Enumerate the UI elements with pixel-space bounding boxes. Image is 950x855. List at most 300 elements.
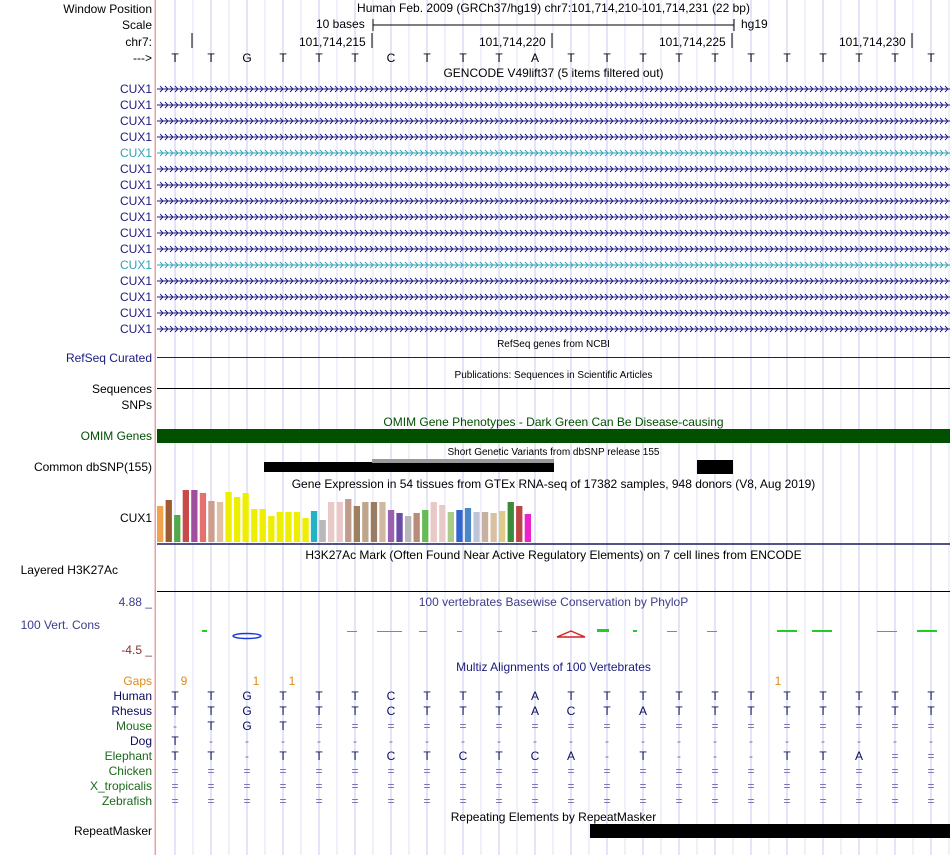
gencode-track-title[interactable]: GENCODE V49lift37 (5 items filtered out): [443, 66, 664, 80]
phylop-conservation-plot[interactable]: [157, 620, 950, 644]
refseq-track-label[interactable]: RefSeq Curated: [65, 351, 152, 365]
refseq-gene-line[interactable]: [157, 357, 950, 358]
gtex-tissue-bar: [482, 512, 488, 542]
alignment-base: =: [927, 764, 935, 778]
assembly-position-text: Human Feb. 2009 (GRCh37/hg19) chr7:101,714,210-101,714,231 (22 bp): [357, 1, 750, 15]
sequence-base: T: [603, 51, 611, 65]
gencode-gene-label[interactable]: CUX1: [119, 146, 152, 160]
alignment-base: T: [819, 704, 827, 718]
gtex-tissue-bar: [379, 502, 385, 542]
alignment-base: =: [819, 719, 827, 733]
alignment-base: T: [891, 704, 899, 718]
alignment-base: T: [819, 749, 827, 763]
alignment-base: -: [317, 734, 321, 748]
alignment-base: =: [603, 719, 611, 733]
gencode-gene-label[interactable]: CUX1: [119, 130, 152, 144]
alignment-base: -: [677, 749, 681, 763]
gtex-tissue-bar: [166, 500, 172, 542]
gencode-gene-feature[interactable]: [157, 308, 950, 318]
gtex-tissue-bar: [448, 512, 454, 542]
phylop-score-mark: [812, 630, 832, 632]
alignment-base: =: [351, 779, 359, 793]
gencode-gene-label[interactable]: CUX1: [119, 162, 152, 176]
sequence-base: T: [927, 51, 935, 65]
gencode-gene-feature[interactable]: [157, 292, 950, 302]
alignment-base: C: [458, 749, 468, 763]
alignment-base: =: [819, 794, 827, 808]
alignment-base: T: [747, 689, 755, 703]
dbsnp-variant-bar[interactable]: [697, 460, 733, 474]
alignment-base: -: [785, 734, 789, 748]
publications-track-label[interactable]: Sequences: [91, 382, 152, 396]
repeatmasker-track-title[interactable]: Repeating Elements by RepeatMasker: [450, 810, 657, 824]
gap-count: 1: [252, 674, 260, 688]
alignment-base: -: [713, 749, 717, 763]
gaps-label: Gaps: [123, 674, 152, 688]
gtex-tissue-bar: [268, 516, 274, 542]
alignment-base: -: [749, 749, 753, 763]
alignment-base: =: [855, 764, 863, 778]
repeatmasker-element-bar[interactable]: [590, 824, 950, 838]
alignment-base: G: [242, 704, 252, 718]
phylop-score-mark: [377, 631, 402, 632]
gtex-tissue-bar: [157, 506, 163, 542]
alignment-base: T: [315, 689, 323, 703]
alignment-base: T: [819, 689, 827, 703]
alignment-base: =: [459, 764, 467, 778]
gencode-gene-feature[interactable]: [157, 228, 950, 238]
alignment-base: =: [279, 764, 287, 778]
alignment-base: -: [929, 734, 933, 748]
alignment-base: =: [675, 764, 683, 778]
alignment-base: =: [891, 749, 899, 763]
scale-label: Scale: [121, 18, 152, 32]
gencode-gene-feature[interactable]: [157, 244, 950, 254]
sequence-base: T: [639, 51, 647, 65]
alignment-base: =: [171, 794, 179, 808]
gtex-tissue-bar: [371, 502, 377, 542]
phylop-score-mark: [917, 630, 937, 632]
alignment-base: =: [891, 794, 899, 808]
alignment-base: =: [387, 794, 395, 808]
alignment-base: =: [387, 719, 395, 733]
alignment-base: C: [530, 749, 540, 763]
ruler-position-1: 101,714,215: [299, 35, 366, 49]
h3k27ac-track-title[interactable]: H3K27Ac Mark (Often Found Near Active Regulatory Elements) on 7 cell lines from ENCODE: [305, 548, 802, 562]
alignment-base: -: [641, 734, 645, 748]
gencode-gene-label[interactable]: CUX1: [119, 322, 152, 336]
alignment-base: =: [603, 794, 611, 808]
alignment-base: =: [711, 719, 719, 733]
alignment-base: T: [171, 689, 179, 703]
alignment-base: =: [279, 794, 287, 808]
alignment-base: =: [531, 779, 539, 793]
alignment-base: =: [495, 764, 503, 778]
refseq-track-title[interactable]: RefSeq genes from NCBI: [497, 339, 610, 350]
gencode-gene-label[interactable]: CUX1: [119, 258, 152, 272]
alignment-base: =: [675, 779, 683, 793]
alignment-base: T: [639, 689, 647, 703]
phylop-score-mark: [877, 631, 897, 632]
alignment-base: =: [603, 779, 611, 793]
gtex-tissue-bar: [362, 502, 368, 542]
alignment-base: C: [386, 689, 396, 703]
gencode-gene-label[interactable]: CUX1: [119, 306, 152, 320]
alignment-base: =: [315, 794, 323, 808]
alignment-base: T: [675, 704, 683, 718]
multiz-track-title[interactable]: Multiz Alignments of 100 Vertebrates: [456, 660, 651, 674]
sequence-base: A: [530, 51, 539, 65]
gtex-tissue-bar: [499, 511, 505, 542]
gtex-tissue-bar: [414, 513, 420, 542]
sequence-base: T: [711, 51, 719, 65]
gtex-tissue-bar: [431, 502, 437, 542]
alignment-base: T: [171, 734, 179, 748]
gtex-tissue-bar: [388, 510, 394, 542]
alignment-base: -: [209, 734, 213, 748]
gencode-gene-label[interactable]: CUX1: [119, 114, 152, 128]
gtex-tissue-bar: [302, 518, 308, 542]
alignment-base: T: [783, 749, 791, 763]
sequence-base: T: [207, 51, 215, 65]
alignment-base: T: [279, 704, 287, 718]
alignment-base: A: [530, 704, 539, 718]
alignment-base: -: [389, 734, 393, 748]
repeatmasker-track-label[interactable]: RepeatMasker: [73, 824, 152, 838]
scale-text: 10 bases: [316, 17, 365, 31]
alignment-base: =: [711, 794, 719, 808]
phylop-score-mark: [633, 630, 637, 632]
ruler-position-2: 101,714,220: [479, 35, 546, 49]
alignment-base: T: [207, 719, 215, 733]
alignment-base: -: [605, 749, 609, 763]
alignment-base: T: [207, 704, 215, 718]
phylop-track-label[interactable]: 100 Vert. Cons: [20, 618, 100, 632]
alignment-base: =: [459, 794, 467, 808]
gencode-gene-feature[interactable]: [157, 116, 950, 126]
publications-line[interactable]: [157, 388, 950, 389]
dbsnp-variant-bar[interactable]: [264, 462, 554, 472]
gtex-tissue-bar: [508, 502, 514, 542]
gencode-gene-label[interactable]: CUX1: [119, 290, 152, 304]
alignment-base: -: [821, 734, 825, 748]
alignment-base: =: [675, 719, 683, 733]
gtex-tissue-bar: [439, 505, 445, 542]
gencode-gene-label[interactable]: CUX1: [119, 226, 152, 240]
alignment-base: =: [783, 779, 791, 793]
gap-count: 1: [288, 674, 296, 688]
gtex-tissue-bar: [354, 506, 360, 542]
alignment-base: -: [281, 734, 285, 748]
alignment-base: T: [639, 749, 647, 763]
gencode-gene-label[interactable]: CUX1: [119, 242, 152, 256]
alignment-base: =: [459, 719, 467, 733]
alignment-base: -: [497, 734, 501, 748]
alignment-base: T: [279, 749, 287, 763]
alignment-base: =: [783, 794, 791, 808]
gtex-tissue-bar: [491, 513, 497, 542]
alignment-base: =: [567, 719, 575, 733]
sequence-base: T: [783, 51, 791, 65]
gtex-tissue-bar: [285, 512, 291, 542]
sequence-base: T: [171, 51, 179, 65]
gtex-tissue-bar: [328, 502, 334, 542]
phylop-score-mark: [707, 631, 717, 632]
alignment-base: =: [711, 764, 719, 778]
gencode-gene-feature[interactable]: [157, 180, 950, 190]
alignment-base: =: [387, 779, 395, 793]
alignment-base: -: [749, 734, 753, 748]
alignment-base: =: [711, 779, 719, 793]
multiz-species-label[interactable]: Elephant: [104, 749, 152, 763]
alignment-base: =: [243, 794, 251, 808]
gtex-tissue-bar: [473, 512, 479, 542]
alignment-base: =: [423, 779, 431, 793]
phylop-score-mark: [202, 630, 207, 632]
dbsnp-variant-bar-upper[interactable]: [372, 459, 554, 463]
gencode-gene-label[interactable]: CUX1: [119, 178, 152, 192]
alignment-base: =: [567, 794, 575, 808]
gencode-gene-label[interactable]: CUX1: [119, 210, 152, 224]
sequence-base: T: [351, 51, 359, 65]
alignment-base: T: [171, 704, 179, 718]
alignment-base: =: [171, 779, 179, 793]
alignment-base: =: [639, 779, 647, 793]
gtex-tissue-bar: [225, 492, 231, 542]
alignment-base: =: [891, 764, 899, 778]
gtex-tissue-bar: [320, 520, 326, 542]
gencode-gene-feature[interactable]: [157, 212, 950, 222]
alignment-base: =: [639, 794, 647, 808]
phylop-score-mark: [777, 630, 797, 632]
alignment-base: T: [171, 749, 179, 763]
gencode-gene-feature[interactable]: [157, 84, 950, 94]
dbsnp-track-title[interactable]: Short Genetic Variants from dbSNP release 155: [447, 447, 660, 458]
sequence-base: T: [459, 51, 467, 65]
alignment-base: T: [567, 689, 575, 703]
multiz-species-label[interactable]: Human: [113, 689, 152, 703]
alignment-base: =: [675, 794, 683, 808]
h3k27ac-baseline: [157, 591, 950, 592]
alignment-base: =: [891, 719, 899, 733]
gtex-tissue-bar: [396, 513, 402, 542]
gencode-gene-feature[interactable]: [157, 324, 950, 334]
gencode-gene-feature[interactable]: [157, 164, 950, 174]
alignment-base: T: [495, 689, 503, 703]
phylop-track-title[interactable]: 100 vertebrates Basewise Conservation by PhyloP: [418, 595, 689, 609]
omim-gene-bar[interactable]: [157, 429, 950, 443]
phylop-score-mark: [457, 631, 462, 632]
window-position-label: Window Position: [63, 2, 152, 16]
chrom-label: chr7:: [125, 35, 152, 49]
sequence-base: T: [747, 51, 755, 65]
alignment-base: =: [243, 779, 251, 793]
gtex-tissue-bar: [311, 511, 317, 542]
alignment-base: =: [531, 719, 539, 733]
alignment-base: =: [927, 794, 935, 808]
gtex-tissue-bar: [191, 490, 197, 542]
phylop-blue-glyph: [233, 634, 261, 639]
alignment-base: -: [245, 749, 249, 763]
gencode-gene-feature[interactable]: [157, 100, 950, 110]
gencode-gene-label[interactable]: CUX1: [119, 82, 152, 96]
multiz-species-label[interactable]: Chicken: [108, 764, 152, 778]
alignment-base: T: [675, 689, 683, 703]
alignment-base: =: [567, 779, 575, 793]
alignment-base: =: [927, 779, 935, 793]
alignment-base: T: [279, 689, 287, 703]
alignment-base: T: [315, 704, 323, 718]
alignment-base: =: [207, 794, 215, 808]
gtex-tissue-bar: [337, 502, 343, 542]
phylop-score-mark: [497, 631, 502, 632]
alignment-base: =: [351, 719, 359, 733]
alignment-base: A: [854, 749, 863, 763]
alignment-base: -: [353, 734, 357, 748]
alignment-base: C: [566, 704, 576, 718]
gencode-gene-label[interactable]: CUX1: [119, 274, 152, 288]
sequence-base: T: [675, 51, 683, 65]
alignment-base: =: [747, 719, 755, 733]
alignment-base: G: [242, 689, 252, 703]
alignment-base: =: [459, 779, 467, 793]
gencode-gene-label[interactable]: CUX1: [119, 194, 152, 208]
alignment-base: =: [531, 794, 539, 808]
alignment-base: =: [603, 764, 611, 778]
gtex-tissue-bar: [200, 493, 206, 542]
alignment-base: =: [927, 719, 935, 733]
db-label: hg19: [741, 17, 768, 31]
alignment-base: G: [242, 719, 252, 733]
gencode-gene-feature[interactable]: [157, 276, 950, 286]
alignment-base: =: [495, 794, 503, 808]
alignment-base: =: [783, 719, 791, 733]
alignment-base: =: [495, 719, 503, 733]
alignment-base: T: [207, 689, 215, 703]
gtex-tissue-bar: [260, 509, 266, 542]
gap-count: 1: [774, 674, 782, 688]
sequence-base: T: [279, 51, 287, 65]
alignment-base: =: [531, 764, 539, 778]
multiz-species-label[interactable]: Rhesus: [111, 704, 152, 718]
gencode-gene-feature[interactable]: [157, 148, 950, 158]
gtex-tissue-bar: [217, 502, 223, 542]
alignment-base: -: [425, 734, 429, 748]
gencode-gene-feature[interactable]: [157, 260, 950, 270]
alignment-base: T: [927, 704, 935, 718]
alignment-base: =: [639, 719, 647, 733]
sequence-base: T: [855, 51, 863, 65]
sequence-base: T: [495, 51, 503, 65]
alignment-base: T: [423, 689, 431, 703]
alignment-base: T: [495, 704, 503, 718]
multiz-species-label[interactable]: Mouse: [115, 719, 152, 733]
alignment-base: =: [279, 779, 287, 793]
gencode-gene-feature[interactable]: [157, 196, 950, 206]
gap-count: 9: [180, 674, 188, 688]
alignment-base: T: [711, 704, 719, 718]
alignment-base: T: [459, 704, 467, 718]
sequence-base: T: [567, 51, 575, 65]
base-ruler: [157, 31, 950, 49]
gtex-tissue-bar: [251, 509, 257, 542]
alignment-base: =: [783, 764, 791, 778]
gtex-tissue-bar: [465, 508, 471, 542]
alignment-base: T: [315, 749, 323, 763]
alignment-base: =: [855, 779, 863, 793]
gtex-track-label[interactable]: CUX1: [119, 511, 152, 525]
alignment-base: =: [315, 764, 323, 778]
dbsnp-track-label[interactable]: Common dbSNP(155): [33, 460, 152, 474]
sequence-base: T: [315, 51, 323, 65]
alignment-base: =: [819, 779, 827, 793]
alignment-base: -: [461, 734, 465, 748]
alignment-base: -: [893, 734, 897, 748]
gencode-gene-feature[interactable]: [157, 132, 950, 142]
gtex-track-title[interactable]: Gene Expression in 54 tissues from GTEx RNA-seq of 17382 samples, 948 donors (V8, Aug 2019): [291, 477, 816, 491]
alignment-base: =: [855, 719, 863, 733]
gtex-tissue-bar: [208, 501, 214, 542]
alignment-base: =: [927, 749, 935, 763]
alignment-base: T: [423, 749, 431, 763]
multiz-species-label[interactable]: Dog: [129, 734, 152, 748]
alignment-base: =: [207, 764, 215, 778]
gencode-gene-label[interactable]: CUX1: [119, 98, 152, 112]
publications-track-title[interactable]: Publications: Sequences in Scientific Articles: [454, 370, 653, 381]
h3k27ac-track-label[interactable]: Layered H3K27Ac: [20, 563, 118, 577]
phylop-score-mark: [419, 631, 427, 632]
alignment-base: T: [351, 704, 359, 718]
alignment-base: =: [315, 779, 323, 793]
alignment-base: =: [855, 794, 863, 808]
alignment-base: -: [569, 734, 573, 748]
gtex-tissue-bar: [243, 493, 249, 542]
gtex-tissue-bar: [174, 515, 180, 542]
alignment-base: -: [857, 734, 861, 748]
sequence-base: G: [242, 51, 252, 65]
multiz-species-label[interactable]: Zebrafish: [101, 794, 152, 808]
ruler-position-4: 101,714,230: [839, 35, 906, 49]
alignment-base: =: [495, 779, 503, 793]
phylop-score-mark: [347, 631, 357, 632]
alignment-base: =: [819, 764, 827, 778]
alignment-base: =: [171, 764, 179, 778]
alignment-base: A: [566, 749, 575, 763]
label-track-divider: [155, 0, 156, 855]
gtex-tissue-bar: [277, 512, 283, 542]
multiz-species-label[interactable]: X_tropicalis: [89, 779, 152, 793]
gtex-expression-chart[interactable]: [157, 490, 950, 546]
alignment-base: T: [855, 704, 863, 718]
omim-track-label[interactable]: OMIM Genes: [80, 429, 152, 443]
alignment-base: T: [855, 689, 863, 703]
alignment-base: =: [351, 794, 359, 808]
omim-track-title[interactable]: OMIM Gene Phenotypes - Dark Green Can Be Disease-causing: [383, 415, 724, 429]
phylop-score-mark: [532, 631, 537, 632]
alignment-base: T: [279, 719, 287, 733]
phylop-score-mark: [667, 631, 677, 632]
alignment-base: =: [387, 764, 395, 778]
phylop-red-glyph: [557, 631, 585, 637]
alignment-base: =: [747, 794, 755, 808]
gtex-tissue-bar: [422, 510, 428, 542]
alignment-base: T: [783, 704, 791, 718]
alignment-base: T: [351, 689, 359, 703]
alignment-base: T: [207, 749, 215, 763]
sequence-base: T: [819, 51, 827, 65]
alignment-base: T: [351, 749, 359, 763]
alignment-base: C: [386, 749, 396, 763]
